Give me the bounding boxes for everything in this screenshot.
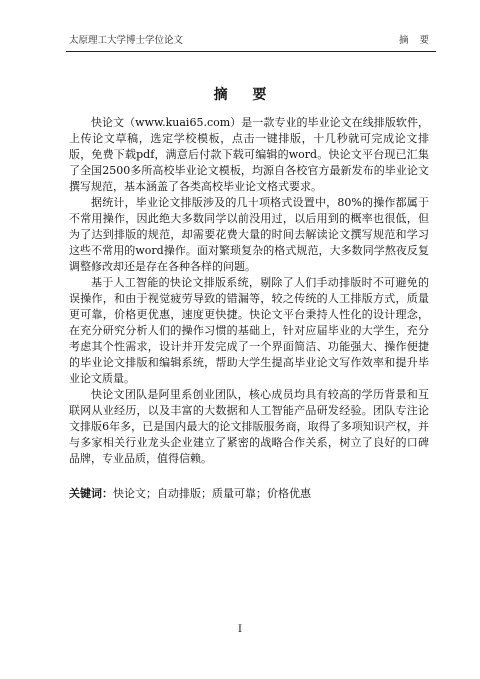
header-rule <box>66 51 436 52</box>
abstract-paragraph-3: 基于人工智能的快论文排版系统，剔除了人们手动排版时不可避免的误操作，和由于视觉疲劳导致的错漏等，较之传统的人工排版方式，质量更可靠，价格更优惠，速度更快捷。快论文平台秉持人性化的设计理念，在充分研究分析人们的操作习惯的基础上，针对应届毕业的大学生，充分考虑其个性需求，设计并开发完成了一个界面简洁、功能强大、操作便捷的毕业论文排版和编辑系统，帮助大学生提高毕业论文写作效率和提升毕业论文质量。 <box>69 276 429 385</box>
header-thesis-title: 太原理工大学博士学位论文 <box>69 35 184 46</box>
page-title: 摘 要 <box>213 87 277 103</box>
running-header <box>69 34 433 48</box>
abstract-paragraph-4: 快论文团队是阿里系创业团队，核心成员均具有较高的学历背景和互联网从业经历，以及丰富的大数据和人工智能产品研发经验。团队专注论文排版6年多，已是国内最大的论文排版服务商，取得了多项知识产权，并与多家相关行业龙头企业建立了紧密的战略合作关系，树立了良好的口碑品牌，专业品质，值得信赖。 <box>69 388 429 465</box>
abstract-paragraph-2: 据统计，毕业论文排版涉及的几十项格式设置中，80%的操作都属于不常用操作，因此绝大多数同学以前没用过，以后用到的概率也很低，但为了达到排版的规范，却需要花费大量的时间去解读论文撰写规范和学习这些不常用的word操作。面对繁琐复杂的格式规范，大多数同学熬夜反复调整修改却还是存在各种各样的问题。 <box>69 196 429 273</box>
keywords-line <box>69 486 429 502</box>
keywords-text: 快论文；自动排版；质量可靠；价格优惠 <box>113 487 311 500</box>
abstract-body <box>69 115 429 467</box>
keywords-label: 关键词： <box>69 487 113 500</box>
page-number: I <box>238 624 242 635</box>
header-section-name: 摘 要 <box>398 35 433 46</box>
abstract-paragraph-1: 快论文（www.kuai65.com）是一款专业的毕业论文在线排版软件，上传论文草稿，选定学校模板，点击一键排版，十几秒就可完成论文排版，免费下载pdf，满意后付款下载可编辑的word。快论文平台现已汇集了全国2500多所高校毕业论文模板，均源自各校官方最新发布的毕业论文撰写规范，基本涵盖了各类高校毕业论文格式要求。 <box>69 116 429 193</box>
